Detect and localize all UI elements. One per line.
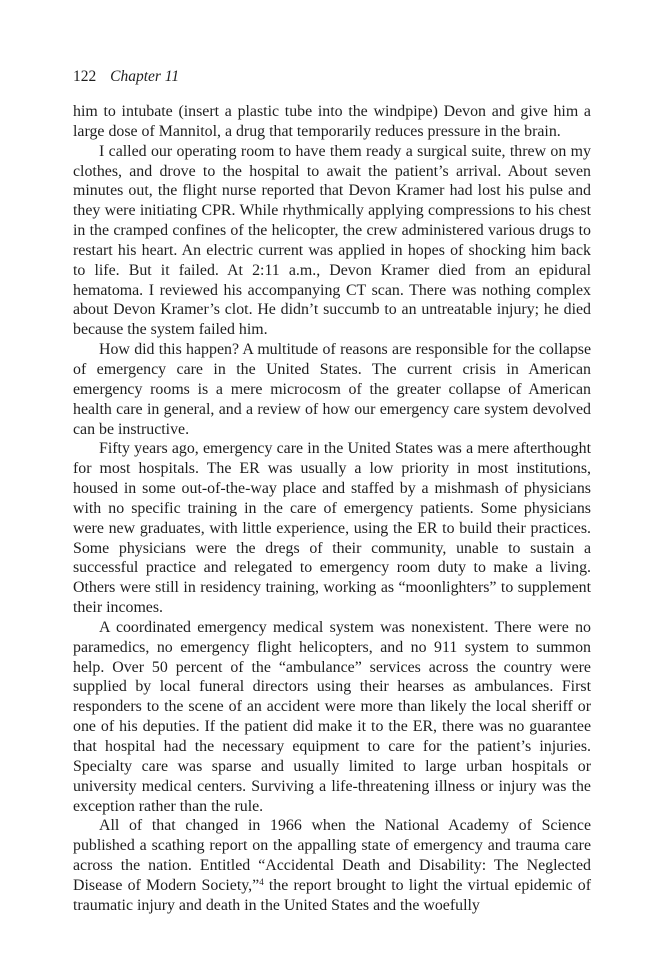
book-page bbox=[73, 66, 591, 916]
footnote-reference: 4 bbox=[259, 876, 264, 887]
paragraph-intubation: him to intubate (insert a plastic tube into the windpipe) Devon and give him a large dose of Mannitol, a drug that temporarily reduces pressure in the brain. bbox=[73, 103, 591, 140]
paragraph-text: All of that changed in 1966 when the National Academy of Science published a scathing report on the appalling state of emergency and trauma care across the nation. Entitled “Accidental Death and Disability: The Neglected Disease of Modern Society,” bbox=[73, 817, 591, 894]
paragraph-devon-kramer: I called our operating room to have them ready a surgical suite, threw on my clothes, and drove to the hospital to await the patient’s arrival. About seven minutes out, the flight nurse reported that Devon Kramer had lost his pulse and they were initiating CPR. While rhythmically applying compressions to his chest in the cramped confines of the helicopter, the crew administered various drugs to restart his heart. An electric current was applied in hopes of shocking him back to life. But it failed. At 2:11 a.m., Devon Kramer died from an epidural hematoma. I reviewed his accompanying CT scan. There was nothing complex about Devon Kramer’s clot. He didn’t succumb to an untreatable injury; he died because the system failed him. bbox=[73, 142, 591, 339]
body-text bbox=[73, 102, 591, 916]
chapter-title: Chapter 11 bbox=[110, 68, 180, 85]
paragraph-1966-report bbox=[73, 816, 591, 915]
paragraph-fifty-years-ago: Fifty years ago, emergency care in the United States was a mere afterthought for most hospitals. The ER was usually a low priority in most institutions, housed in some out-of-the-way place and staffed by a mishmash of physicians with no specific training in the care of emergency patients. Some physicians were new graduates, with little experience, using the ER to build their practices. Some physicians were the dregs of their community, unable to sustain a successful practice and relegated to emergency room duty to make a living. Others were still in residency training, working as “moonlighters” to supplement their incomes. bbox=[73, 440, 591, 617]
paragraph-collapse-of-care: How did this happen? A multitude of reasons are responsible for the collapse of emergency care in the United States. The current crisis in American emergency rooms is a mere microcosm of the greater collapse of American health care in general, and a review of how our emergency care system devolved can be instructive. bbox=[73, 341, 591, 438]
paragraph-coordinated-system: A coordinated emergency medical system was nonexistent. There were no paramedics, no emergency flight helicopters, and no 911 system to summon help. Over 50 percent of the “ambulance” services across the country were supplied by local funeral directors using their hearses as ambulances. First responders to the scene of an accident were more than likely the local sheriff or one of his deputies. If the patient did make it to the ER, there was no guarantee that hospital had the necessary equipment to care for the patient’s injuries. Specialty care was sparse and usually limited to large urban hospitals or university medical centers. Surviving a life-threatening illness or injury was the exception rather than the rule. bbox=[73, 618, 591, 815]
running-head bbox=[73, 66, 591, 88]
page-number: 122 bbox=[73, 68, 97, 85]
paragraph-text-continued: the report brought to light the virtual epidemic of traumatic injury and death in the United States and the woefully bbox=[73, 876, 591, 914]
